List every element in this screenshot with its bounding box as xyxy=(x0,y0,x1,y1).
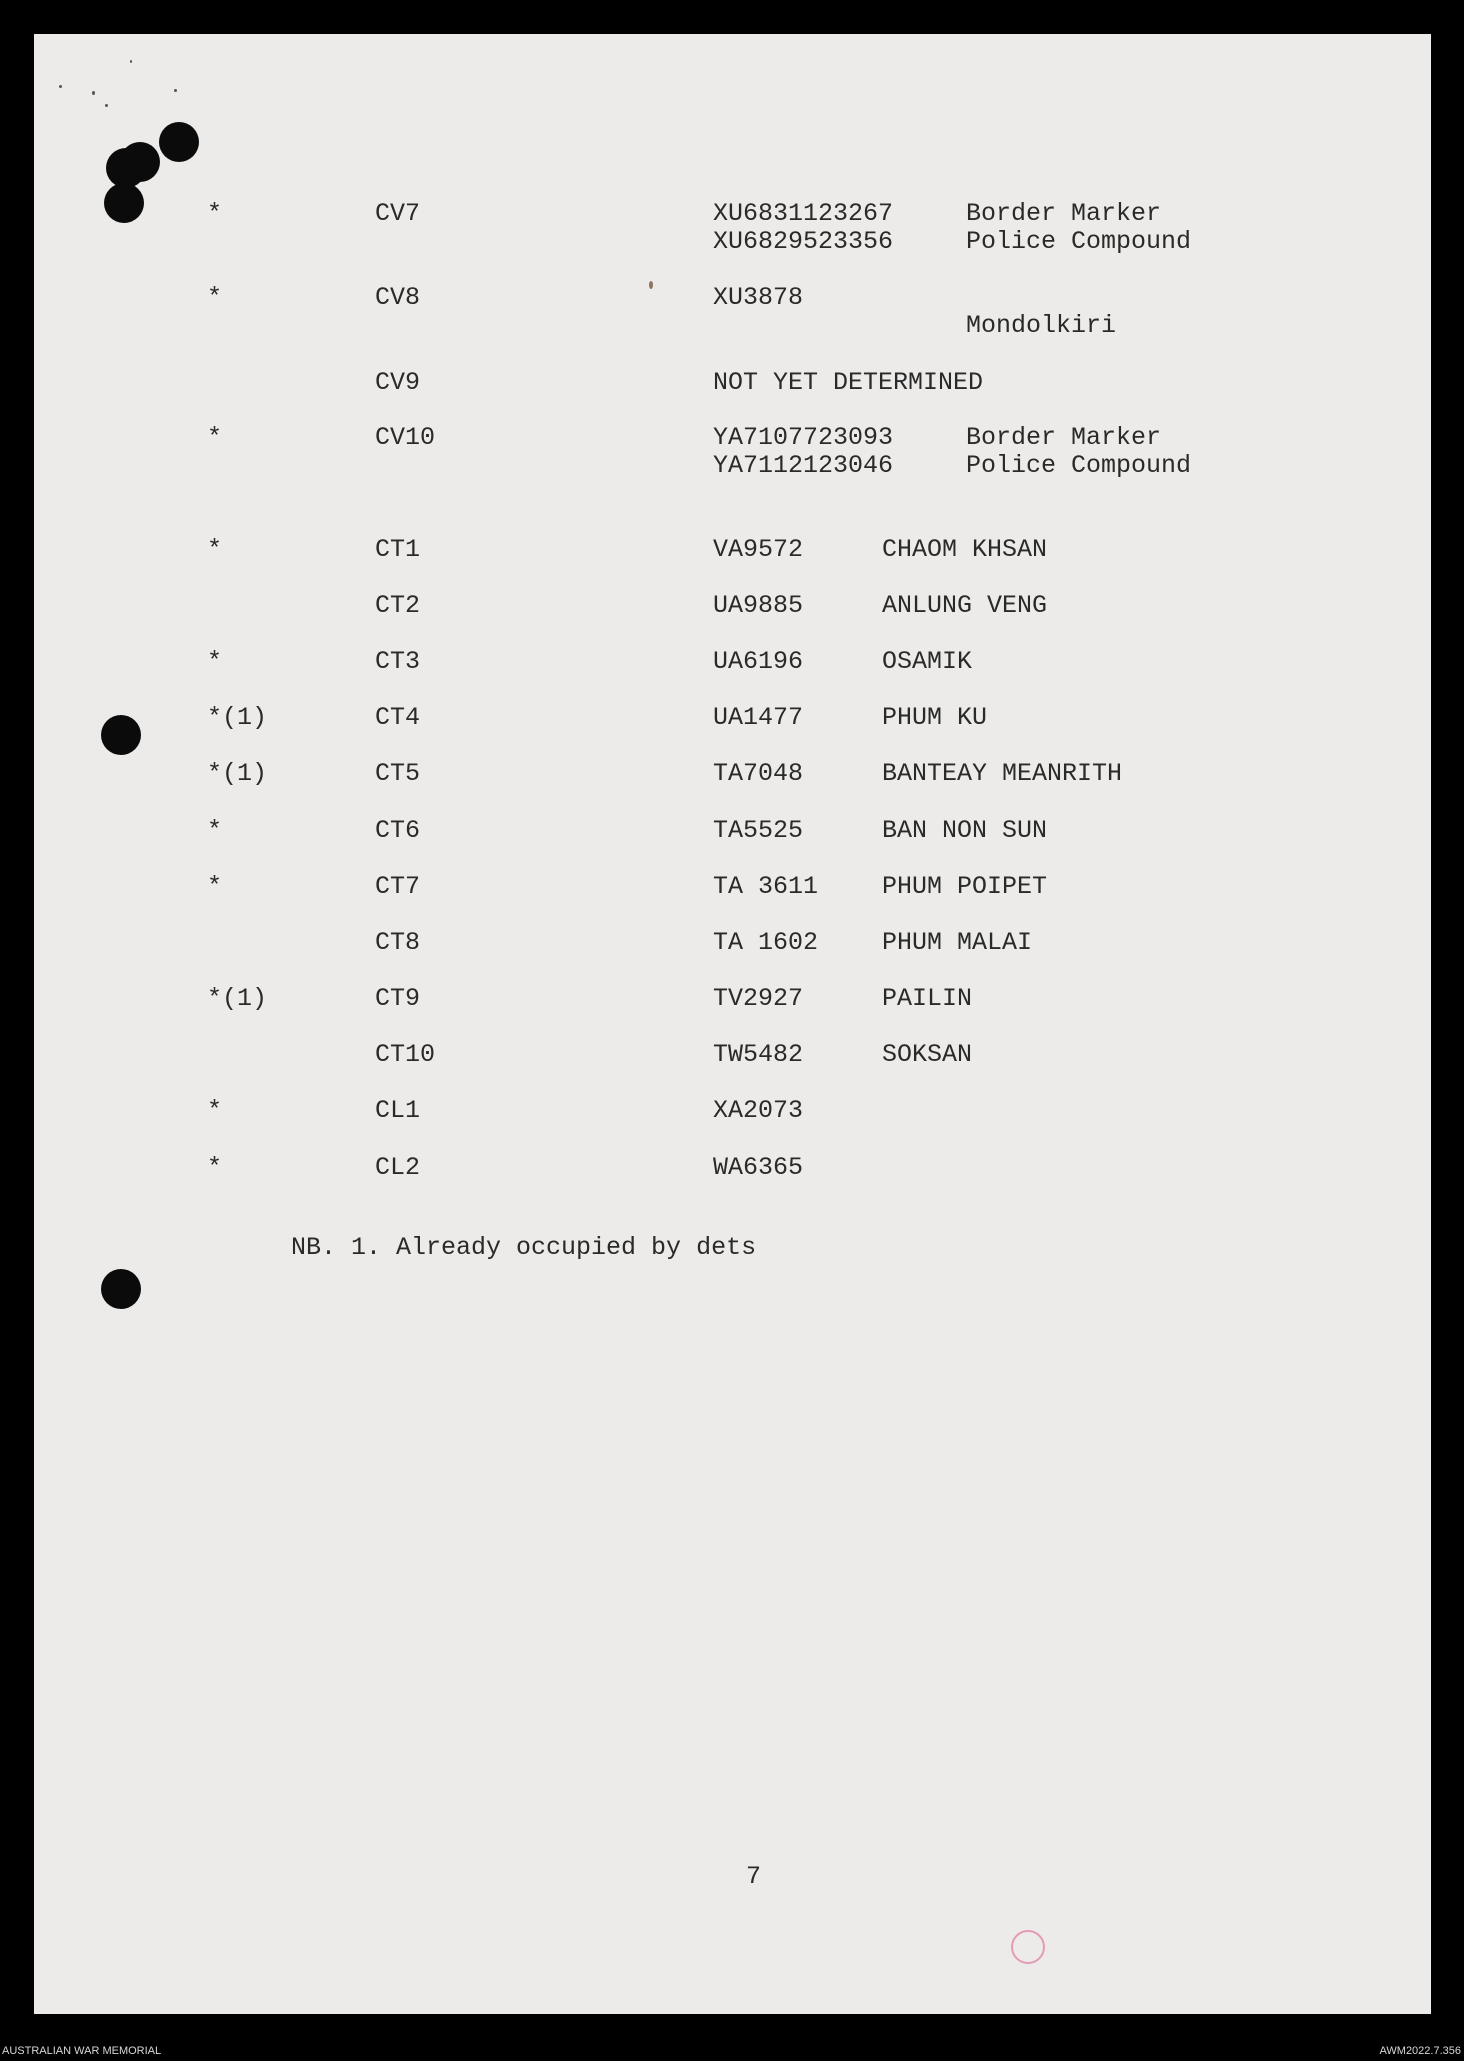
entry-grid-ref: UA9885 xyxy=(713,591,804,620)
entry-grid-ref: TV2927 xyxy=(713,984,804,1013)
entry-description: Police Compound xyxy=(966,451,1192,480)
entry-row xyxy=(34,1097,1431,1125)
entry-row xyxy=(34,873,1431,901)
entry-mark: *(1) xyxy=(207,703,268,732)
document-page xyxy=(34,34,1431,2014)
entry-code: CL2 xyxy=(375,1153,421,1182)
entry-mark: * xyxy=(207,1096,223,1125)
paper-speck xyxy=(59,85,62,88)
entry-grid-ref: XA2073 xyxy=(713,1096,804,1125)
entry-row xyxy=(34,929,1431,957)
entry-place: PHUM POIPET xyxy=(882,872,1048,901)
entry-row xyxy=(34,424,1431,452)
entry-grid-ref: TA5525 xyxy=(713,816,804,845)
entry-mark: * xyxy=(207,647,223,676)
entry-grid-ref: UA1477 xyxy=(713,703,804,732)
entry-description: Border Marker xyxy=(966,199,1162,228)
archive-credit: AUSTRALIAN WAR MEMORIAL xyxy=(2,2045,162,2057)
entry-row xyxy=(34,760,1431,788)
entry-place: BANTEAY MEANRITH xyxy=(882,759,1123,788)
entry-code: CT6 xyxy=(375,816,421,845)
entry-code: CT2 xyxy=(375,591,421,620)
entry-mark: * xyxy=(207,283,223,312)
entry-code: CV7 xyxy=(375,199,421,228)
punch-hole xyxy=(159,122,199,162)
entry-row xyxy=(34,648,1431,676)
entry-grid-ref: YA7107723093 xyxy=(713,423,894,452)
entry-mark: *(1) xyxy=(207,759,268,788)
entry-code: CV8 xyxy=(375,283,421,312)
entry-grid-ref: NOT YET DETERMINED xyxy=(713,368,984,397)
entry-row xyxy=(34,817,1431,845)
entry-place: ANLUNG VENG xyxy=(882,591,1048,620)
entry-row xyxy=(34,312,1431,340)
entry-row xyxy=(34,1154,1431,1182)
entry-description: Police Compound xyxy=(966,227,1192,256)
entry-grid-ref: WA6365 xyxy=(713,1153,804,1182)
paper-speck xyxy=(130,60,132,63)
entry-code: CT8 xyxy=(375,928,421,957)
entry-description: Border Marker xyxy=(966,423,1162,452)
entry-grid-ref: TA 3611 xyxy=(713,872,819,901)
archive-reference: AWM2022.7.356 xyxy=(1379,2045,1461,2057)
entry-grid-ref: YA7112123046 xyxy=(713,451,894,480)
entry-code: CT9 xyxy=(375,984,421,1013)
entry-row xyxy=(34,592,1431,620)
entry-place: OSAMIK xyxy=(882,647,973,676)
paper-speck xyxy=(92,91,95,95)
entry-code: CT3 xyxy=(375,647,421,676)
entry-row xyxy=(34,369,1431,397)
entry-grid-ref: XU6831123267 xyxy=(713,199,894,228)
footnote: NB. 1. Already occupied by dets xyxy=(291,1233,757,1262)
entry-row xyxy=(34,536,1431,564)
entry-grid-ref: TW5482 xyxy=(713,1040,804,1069)
entry-code: CT5 xyxy=(375,759,421,788)
entry-row xyxy=(34,1041,1431,1069)
entry-code: CV9 xyxy=(375,368,421,397)
punch-hole xyxy=(106,148,146,188)
entry-description: Mondolkiri xyxy=(966,311,1117,340)
punch-hole xyxy=(101,1269,141,1309)
entry-mark: * xyxy=(207,1153,223,1182)
entry-code: CV10 xyxy=(375,423,436,452)
entry-code: CT1 xyxy=(375,535,421,564)
entry-code: CT10 xyxy=(375,1040,436,1069)
entry-place: SOKSAN xyxy=(882,1040,973,1069)
entry-grid-ref: VA9572 xyxy=(713,535,804,564)
entry-place: PAILIN xyxy=(882,984,973,1013)
paper-speck xyxy=(174,89,177,92)
page-number: 7 xyxy=(746,1862,762,1891)
entry-mark: * xyxy=(207,535,223,564)
entry-mark: * xyxy=(207,872,223,901)
entry-grid-ref: XU6829523356 xyxy=(713,227,894,256)
entry-mark: * xyxy=(207,199,223,228)
entry-row xyxy=(34,704,1431,732)
entry-grid-ref: UA6196 xyxy=(713,647,804,676)
entry-place: CHAOM KHSAN xyxy=(882,535,1048,564)
entry-code: CT4 xyxy=(375,703,421,732)
entry-row xyxy=(34,200,1431,228)
entry-mark: * xyxy=(207,423,223,452)
entry-grid-ref: XU3878 xyxy=(713,283,804,312)
entry-code: CL1 xyxy=(375,1096,421,1125)
entry-row xyxy=(34,985,1431,1013)
entry-row xyxy=(34,228,1431,256)
entry-place: PHUM MALAI xyxy=(882,928,1033,957)
entry-mark: * xyxy=(207,816,223,845)
entry-place: BAN NON SUN xyxy=(882,816,1048,845)
entry-mark: *(1) xyxy=(207,984,268,1013)
paper-speck xyxy=(105,104,108,107)
entry-row xyxy=(34,284,1431,312)
entry-grid-ref: TA 1602 xyxy=(713,928,819,957)
entry-row xyxy=(34,452,1431,480)
stamp-circle-mark xyxy=(1011,1930,1045,1964)
entry-place: PHUM KU xyxy=(882,703,988,732)
entry-code: CT7 xyxy=(375,872,421,901)
entry-grid-ref: TA7048 xyxy=(713,759,804,788)
